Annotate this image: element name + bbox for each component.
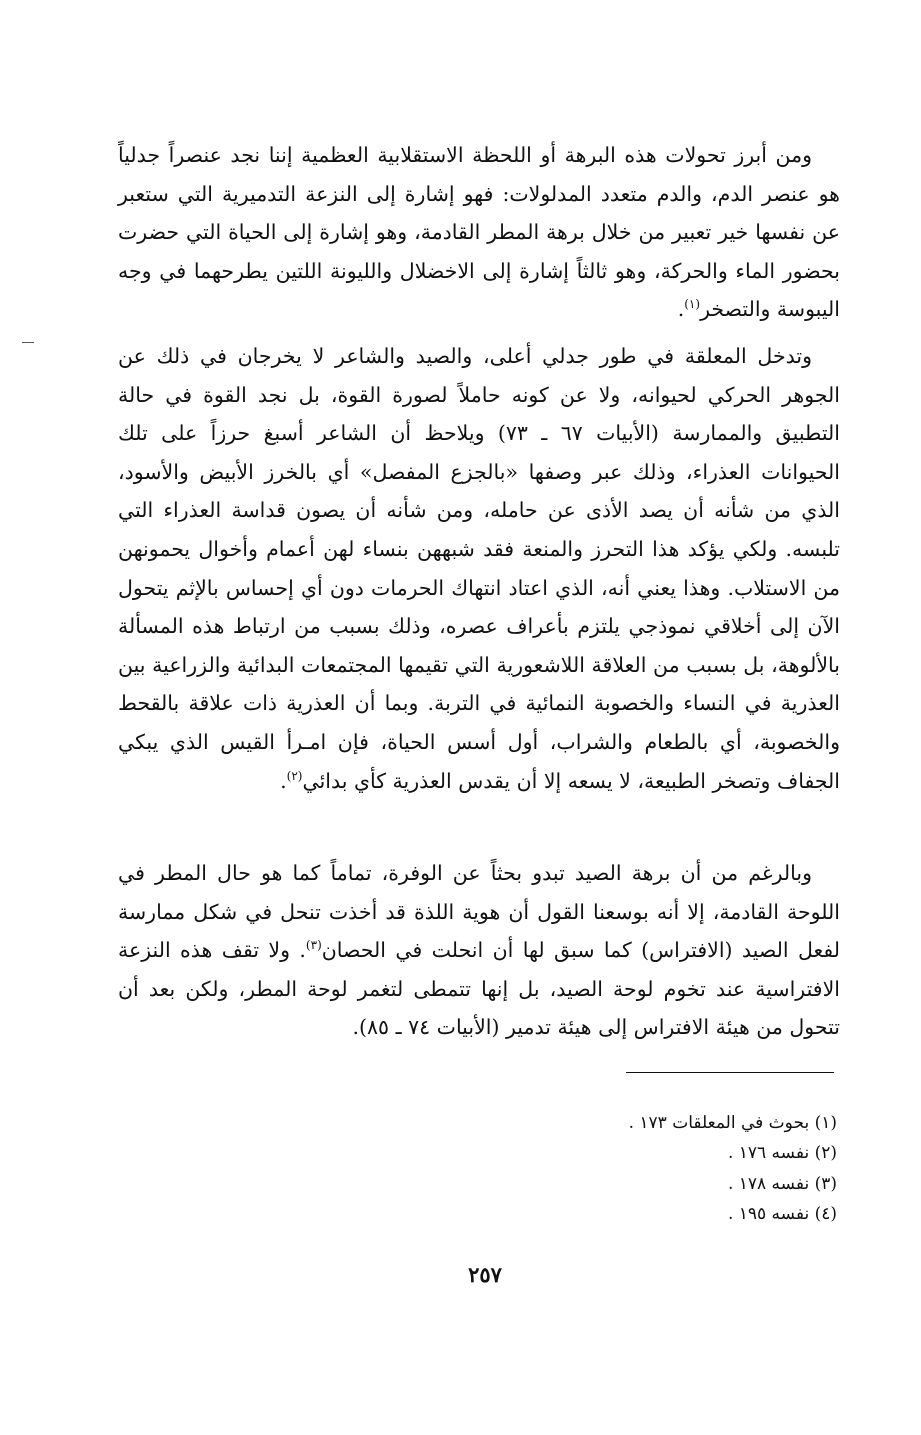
footnote-3: (٣) نفسه ١٧٨ . [727, 1173, 837, 1194]
footnote-ref-3: (٣) [305, 938, 322, 953]
footnote-2: (٢) نفسه ١٧٦ . [727, 1143, 837, 1164]
footnotes-list [417, 1108, 837, 1229]
paragraph-1-text: ومن أبرز تحولات هذه البرهة أو اللحظة الاستقلابية العظمية إننا نجد عنصراً جدلياً هو عنصر الدم، والدم متعدد المدلولات: فهو إشارة إلى النزعة التدميرية التي ستعبر عن نفسها خير تعبير من خلال برهة المطر القادمة، وهو إشارة إلى الحياة التي حضرت بحضور الماء والحركة، وهو ثالثاً إشارة إلى الاخضلال والليونة اللتين يطرحهما في وجه اليبوسة والتصخر [118, 143, 840, 322]
footnote-separator [626, 1072, 834, 1073]
footnote-ref-1: (١) [684, 297, 701, 312]
paragraph-1 [118, 136, 840, 329]
footnote-1: (١) بحوث في المعلقات ١٧٣ . [628, 1113, 837, 1133]
paragraph-2-text: وتدخل المعلقة في طور جدلي أعلى، والصيد والشاعر لا يخرجان في ذلك عن الجوهر الحركي لحيوانه، ولا عن كونه حاملاً لصورة القوة، بل نجد القوة في حالة التطبيق والممارسة (الأبيات ٦٧ ـ ٧٣) ويلاحظ أن الشاعر أسبغ حرزاً على تلك الحيوانات العذراء، وذلك عبر وصفها «بالجزع المفصل» أي بالخرز الأبيض والأسود، الذي من شأنه أن يصد الأذى عن حامله، ومن شأنه أن يصون قداسة العذراء التي تلبسه. ولكي يؤكد هذا التحرز والمنعة فقد شبههن بنساء لهن أعمام وأخوال يحمونهن من الاستلاب. وهذا يعني أنه، الذي اعتاد انتهاك الحرمات دون أي إحساس بالإثم يتحول الآن إلى أخلاقي نموذجي يلتزم بأعراف عصره، وذلك بسبب من ارتباط هذه المسألة بالألوهة، بل بسبب من العلاقة اللاشعورية التي تقيمها المجتمعات البدائية والزراعية بين العذرية في النساء والخصوبة النمائية في التربة. وبما أن العذرية ذات علاقة بالقحط والخصوبة، أي بالطعام والشراب، أول أسس الحياة، فإن امـرأ القيس الذي يبكي الجفاف وتصخر الطبيعة، لا يسعه إلا أن يقدس العذرية كأي بدائي [118, 344, 840, 793]
footnote-4: (٤) نفسه ١٩٥ . [727, 1203, 837, 1224]
paragraph-2 [118, 337, 840, 800]
margin-mark [22, 342, 34, 343]
page-number: ٢٥٧ [468, 1262, 502, 1287]
footnote-ref-2: (٢) [286, 768, 303, 783]
paragraph-1-end: . [677, 297, 685, 322]
paragraph-3-text-b: . ولا تقف هذه النزعة الافتراسية عند تخوم لوحة الصيد، بل إنها تتمطى لتغمر لوحة المطر، ولكن بعد أن تتحول من هيئة الافتراس إلى هيئة تدمير (الأبيات ٧٤ ـ ٨٥). [118, 938, 840, 1040]
paragraph-2-end: . [280, 768, 287, 793]
paragraph-3 [118, 854, 840, 1047]
paragraph-3-text-a: وبالرغم من أن برهة الصيد تبدو بحثاً عن الوفرة، تماماً كما هو حال المطر في اللوحة القادمة، إلا أنه بوسعنا القول أن هوية اللذة قد أخذت تنحل في شكل ممارسة لفعل الصيد (الافتراس) كما سبق لها أن انحلت في الحصان [118, 861, 840, 963]
